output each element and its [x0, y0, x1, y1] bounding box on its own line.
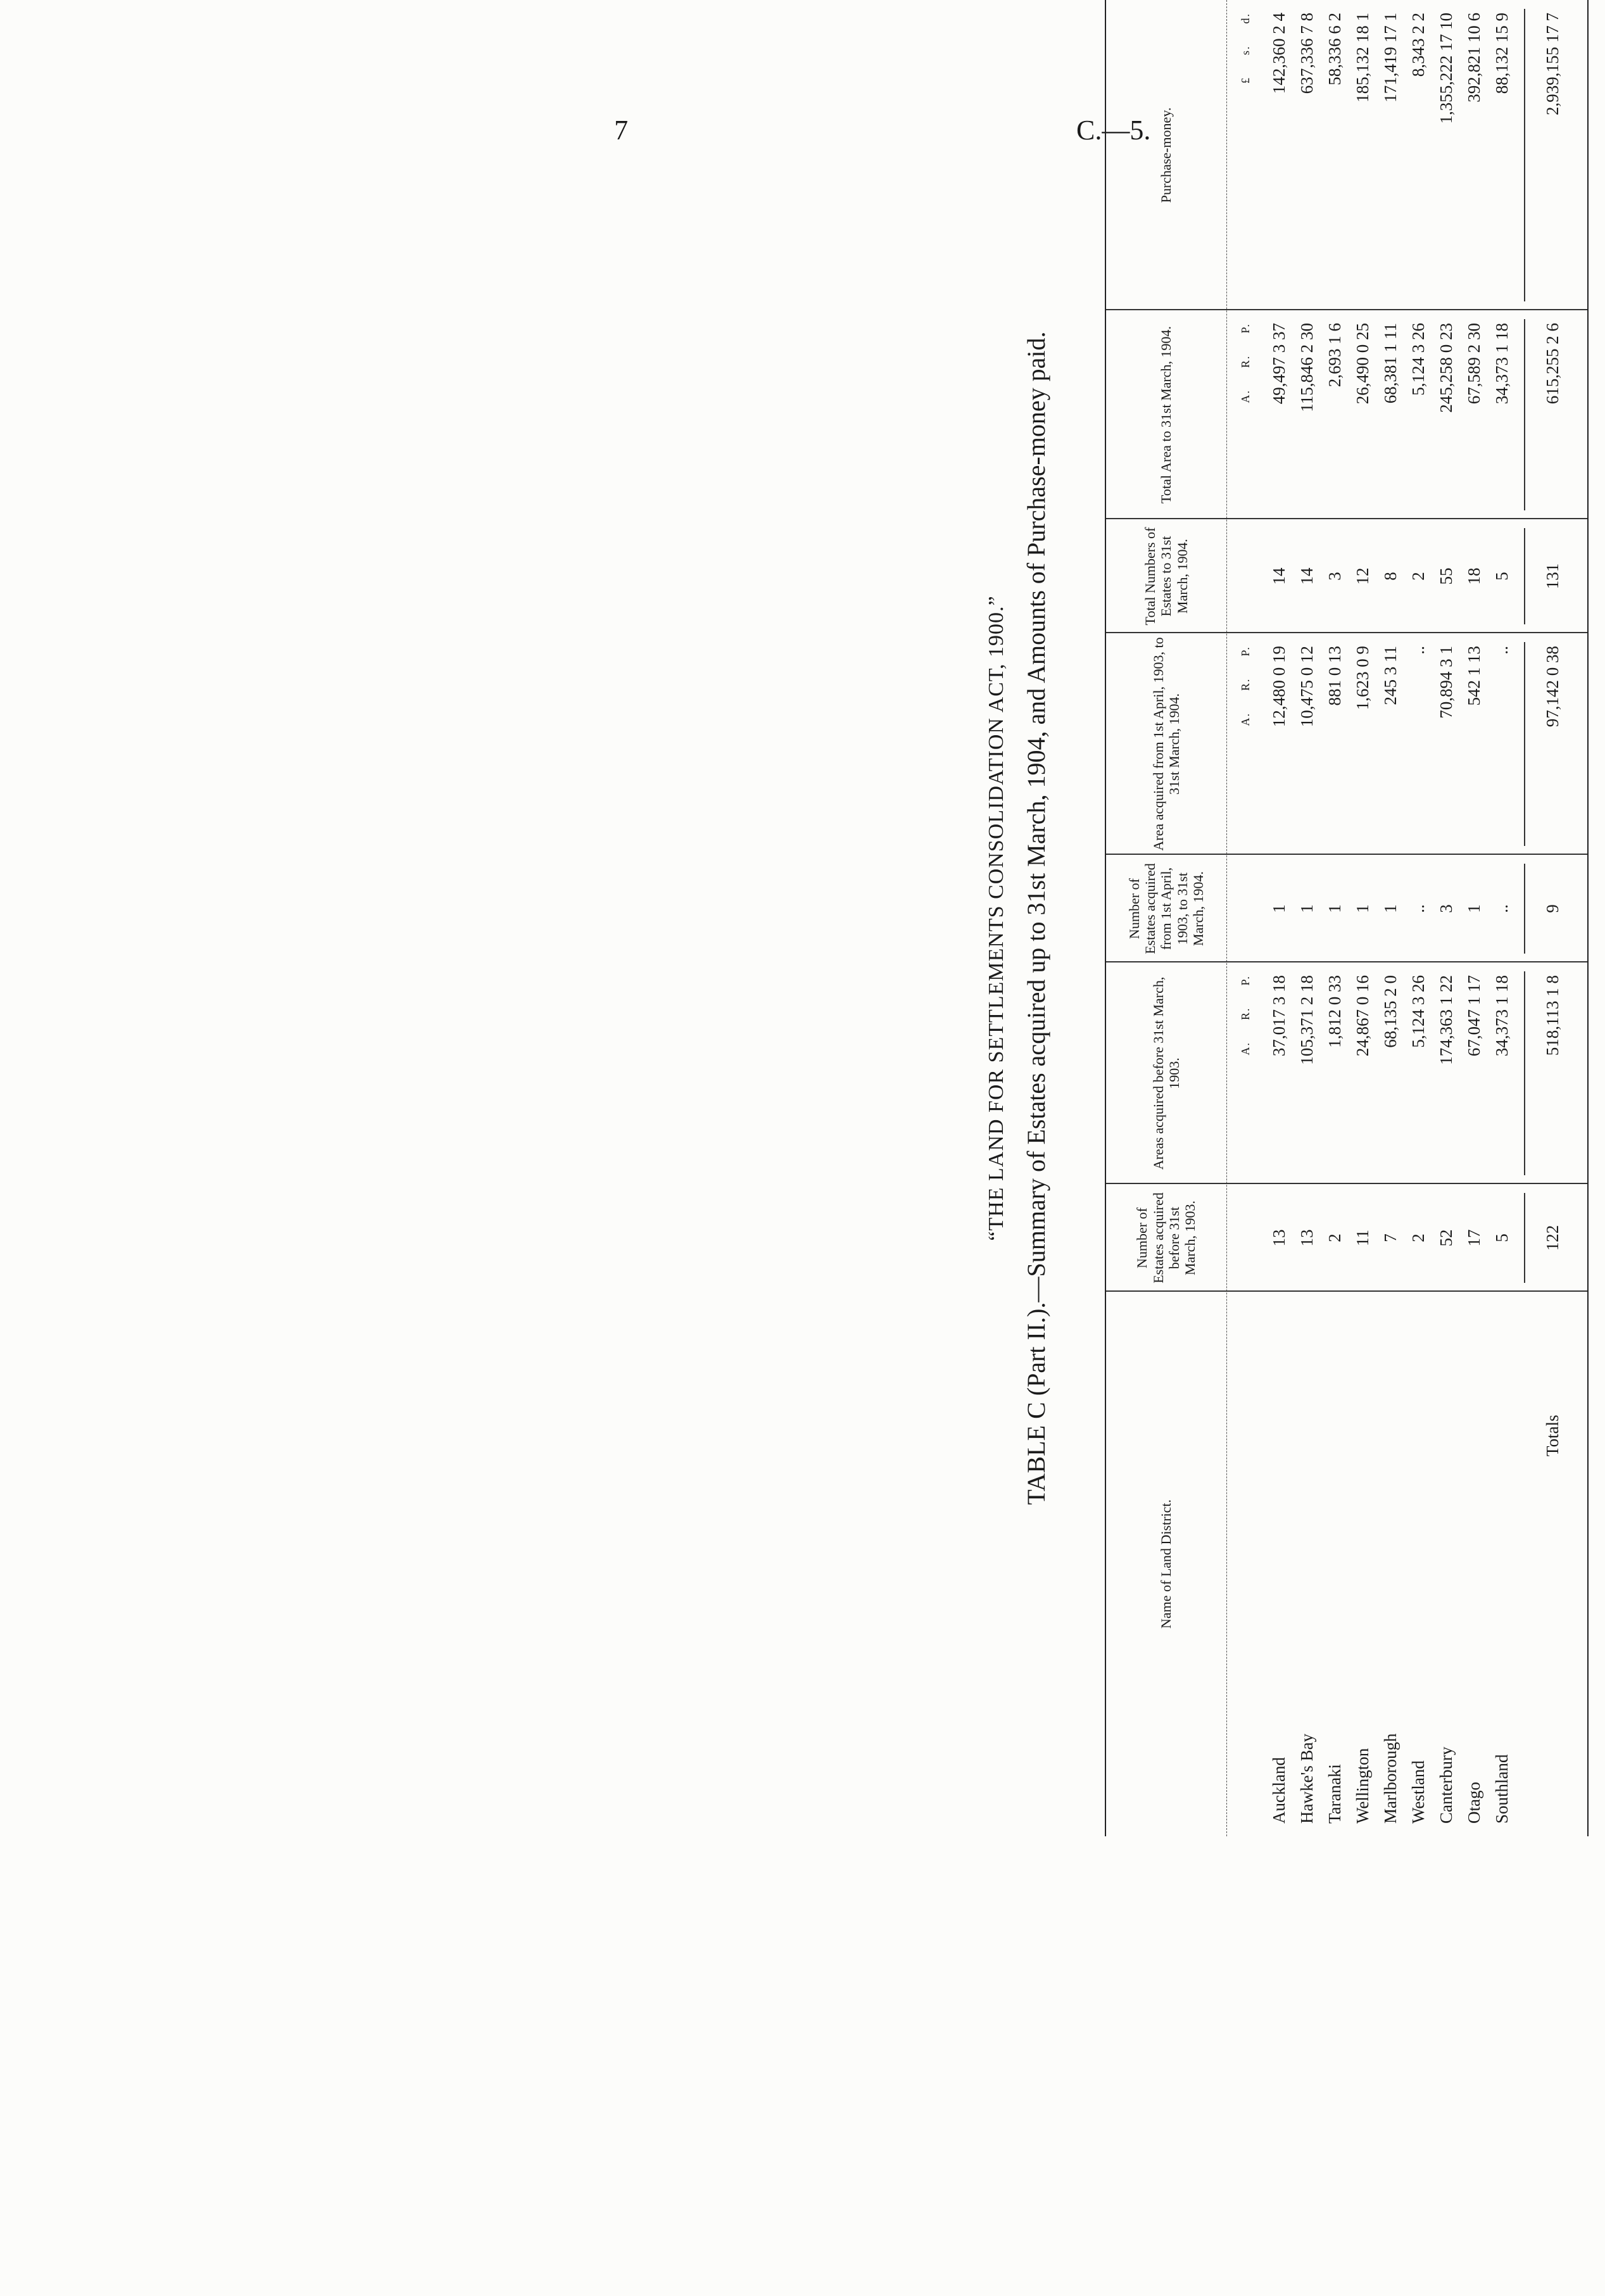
table-cell: 12	[1353, 567, 1372, 585]
table-cell: 13	[1269, 1229, 1288, 1247]
table-cell: 5,124 3 26	[1409, 323, 1428, 396]
table-cell: 37,017 3 18	[1269, 975, 1288, 1057]
unit-labels	[1239, 633, 1252, 855]
unit-label: A.	[1239, 1042, 1252, 1056]
page-number: 7	[614, 115, 628, 146]
table-cell: 12,480 0 19	[1269, 646, 1288, 728]
table-cell: 67,589 2 30	[1464, 323, 1483, 405]
unit-label: P.	[1239, 646, 1252, 657]
table-cell: 1	[1464, 904, 1483, 913]
table-cell: 68,135 2 0	[1381, 975, 1400, 1048]
column-district	[1106, 1292, 1587, 1836]
table-cell: 5,124 3 26	[1409, 975, 1428, 1048]
totals-cell: 615,255 2 6	[1543, 323, 1562, 405]
column-total-num	[1106, 519, 1587, 633]
table-cell: 26,490 0 25	[1353, 323, 1372, 405]
unit-label: A.	[1239, 389, 1252, 403]
column-area-before	[1106, 962, 1587, 1184]
table-cell: 2	[1409, 572, 1428, 581]
act-title: “THE LAND FOR SETTLEMENTS CONSOLIDATION ACT, 1900.”	[985, 595, 1008, 1241]
table-cell: 88,132 15 9	[1492, 13, 1511, 94]
rotated-page-content	[972, 0, 1605, 1836]
table-cell: 542 1 13	[1464, 646, 1483, 706]
table-cell: 8	[1381, 572, 1400, 581]
unit-label: R.	[1239, 678, 1252, 691]
column-num-during	[1106, 855, 1587, 962]
table-cell: 7	[1381, 1233, 1400, 1242]
table-cell: 1	[1353, 904, 1372, 913]
table-cell: Canterbury	[1437, 1746, 1456, 1824]
totals-cell: 131	[1543, 563, 1562, 590]
table-cell: ..	[1409, 904, 1428, 913]
table-cell: 2	[1409, 1233, 1428, 1242]
table-cell: 1,355,222 17 10	[1437, 13, 1456, 124]
column-num-before	[1106, 1184, 1587, 1292]
table-cell: 58,336 6 2	[1325, 13, 1344, 85]
column-purchase	[1106, 0, 1587, 310]
table-cell: 18	[1464, 567, 1483, 585]
table-title: TABLE C (Part II.).—Summary of Estates acquired up to 31st March, 1904, and Amounts of Purchase-money paid.	[1022, 331, 1050, 1505]
column-header: Number of Estates acquired from 1st April, 1903, to 31st March, 1904.	[1126, 863, 1206, 954]
totals-rule	[1524, 971, 1525, 1175]
table-cell: 2	[1325, 1233, 1344, 1242]
totals-cell: 97,142 0 38	[1543, 646, 1562, 728]
totals-rule	[1524, 1193, 1525, 1283]
table-cell: Otago	[1464, 1782, 1483, 1824]
column-header: Areas acquired before 31st March, 1903.	[1150, 976, 1182, 1170]
table-cell: 3	[1325, 572, 1344, 581]
table-cell: 17	[1464, 1229, 1483, 1247]
table-cell: Westland	[1409, 1760, 1428, 1824]
column-total-area	[1106, 310, 1587, 519]
table-cell: 70,894 3 1	[1437, 646, 1456, 719]
unit-label: s.	[1239, 45, 1252, 56]
unit-label: R.	[1239, 1007, 1252, 1021]
unit-labels	[1239, 962, 1252, 1184]
table-cell: 171,419 17 1	[1381, 13, 1400, 103]
table-cell: 55	[1437, 567, 1456, 585]
table-cell: ..	[1492, 646, 1511, 655]
table-cell: 67,047 1 17	[1464, 975, 1483, 1057]
totals-rule	[1524, 864, 1525, 954]
table-cell: 105,371 2 18	[1297, 975, 1316, 1065]
table-cell: 245 3 11	[1381, 646, 1400, 705]
table-cell: Marlborough	[1381, 1733, 1400, 1824]
table-cell: Wellington	[1353, 1748, 1372, 1824]
totals-rule	[1524, 319, 1525, 510]
column-header: Total Area to 31st March, 1904.	[1158, 325, 1174, 504]
table-cell: 2,693 1 6	[1325, 323, 1344, 388]
totals-rule	[1524, 528, 1525, 624]
table-cell: Hawke's Bay	[1297, 1733, 1316, 1824]
table-cell: 10,475 0 12	[1297, 646, 1316, 728]
table-cell: 34,373 1 18	[1492, 975, 1511, 1057]
table-cell: 5	[1492, 572, 1511, 581]
table-cell: 245,258 0 23	[1437, 323, 1456, 413]
table-cell: 185,132 18 1	[1353, 13, 1372, 103]
table-cell: Southland	[1492, 1754, 1511, 1824]
table-cell: 5	[1492, 1233, 1511, 1242]
table-cell: 3	[1437, 904, 1456, 913]
table-cell: 13	[1297, 1229, 1316, 1247]
table-cell: 1	[1297, 904, 1316, 913]
unit-label: d.	[1239, 13, 1252, 24]
table-cell: 174,363 1 22	[1437, 975, 1456, 1065]
table-cell: 8,343 2 2	[1409, 13, 1428, 77]
table-cell: 881 0 13	[1325, 646, 1344, 706]
column-header: Total Numbers of Estates to 31st March, 1904.	[1142, 527, 1190, 626]
unit-labels	[1239, 0, 1252, 310]
summary-table	[1105, 0, 1589, 1836]
totals-cell: 2,939,155 17 7	[1543, 13, 1562, 115]
column-header: Number of Estates acquired before 31st March, 1903.	[1134, 1192, 1199, 1284]
totals-cell: 122	[1543, 1225, 1562, 1251]
table-cell: ..	[1409, 646, 1428, 655]
table-cell: 49,497 3 37	[1269, 323, 1288, 405]
table-cell: 1,812 0 33	[1325, 975, 1344, 1048]
column-header: Name of Land District.	[1158, 1499, 1174, 1629]
table-cell: 115,846 2 30	[1297, 323, 1316, 412]
table-cell: 34,373 1 18	[1492, 323, 1511, 405]
unit-label: P.	[1239, 975, 1252, 986]
table-cell: 1,623 0 9	[1353, 646, 1372, 710]
table-cell: 11	[1353, 1230, 1372, 1246]
table-cell: Taranaki	[1325, 1763, 1344, 1824]
totals-cell: Totals	[1543, 1415, 1562, 1456]
table-cell: 52	[1437, 1229, 1456, 1247]
totals-cell: 9	[1543, 904, 1562, 913]
table-cell: 1	[1325, 904, 1344, 913]
column-area-during	[1106, 633, 1587, 855]
totals-cell: 518,113 1 8	[1543, 975, 1562, 1056]
table-cell: ..	[1492, 904, 1511, 913]
document-reference: C.—5.	[1076, 115, 1151, 146]
unit-label: A.	[1239, 712, 1252, 726]
table-cell: 14	[1269, 567, 1288, 585]
unit-label: £	[1239, 77, 1252, 84]
table-cell: 392,821 10 6	[1464, 13, 1483, 103]
table-cell: Auckland	[1269, 1757, 1288, 1824]
table-cell: 1	[1381, 904, 1400, 913]
unit-label: P.	[1239, 323, 1252, 334]
column-header: Area acquired from 1st April, 1903, to 31st March, 1904.	[1150, 637, 1182, 851]
table-cell: 1	[1269, 904, 1288, 913]
column-header: Purchase-money.	[1158, 107, 1174, 203]
totals-rule	[1524, 9, 1525, 301]
totals-rule	[1524, 642, 1525, 846]
unit-label: R.	[1239, 355, 1252, 369]
table-cell: 637,336 7 8	[1297, 13, 1316, 94]
unit-labels	[1239, 310, 1252, 519]
table-cell: 142,360 2 4	[1269, 13, 1288, 94]
table-cell: 14	[1297, 567, 1316, 585]
table-cell: 24,867 0 16	[1353, 975, 1372, 1057]
table-cell: 68,381 1 11	[1381, 323, 1400, 404]
